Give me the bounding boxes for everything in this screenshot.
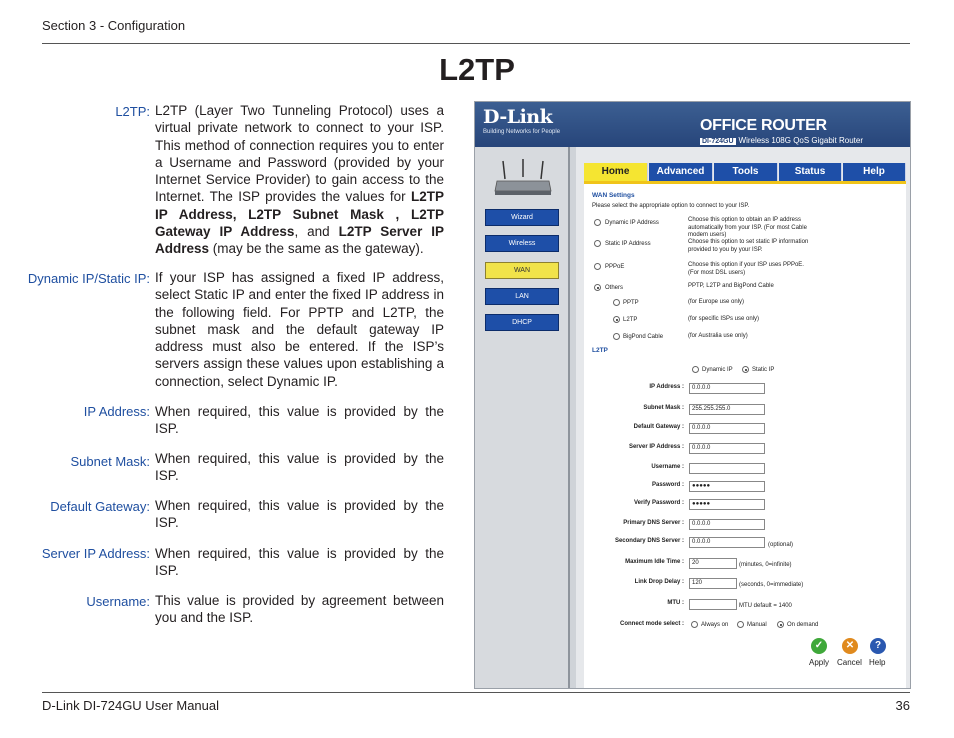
radio-dynamic-mode[interactable] [692,366,699,373]
password-label: Password : [651,482,684,488]
apply-icon[interactable]: ✓ [811,638,827,654]
mtu-label: MTU : [667,600,684,606]
radio-pppoe[interactable] [594,263,601,270]
max-idle-label: Maximum Idle Time : [625,559,684,565]
secondary-dns-note: (optional) [768,542,794,548]
router-main [576,147,911,689]
desc-subnet-mask: When required, this value is provided by the ISP. [155,451,444,484]
radio-others[interactable] [594,284,601,291]
dlink-logo: D-Link [483,106,553,128]
connect-manual-label: Manual [747,622,767,628]
section-header: Section 3 - Configuration [42,18,186,33]
desc-username: This value is provided by agreement between you and the ISP. [155,593,444,626]
option-pppoe-label: PPPoE [605,264,625,270]
nav-wan[interactable]: WAN [485,262,559,279]
footer-divider [42,692,910,693]
max-idle-input[interactable]: 20 [689,558,737,569]
radio-dynamic-ip[interactable] [594,219,601,226]
link-drop-label: Link Drop Delay : [634,579,684,585]
desc-dynamic-static-ip: If your ISP has assigned a fixed IP address, select Static IP and enter the fixed IP address in the following field. For PPTP and L2TP, the subnet mask and the default gateway IP address must also be entered. If the ISP’s servers assign these values upon establishing a connection, select Dynamic IP. [155,270,444,389]
nav-lan[interactable]: LAN [485,288,559,305]
link-drop-input[interactable]: 120 [689,578,737,589]
radio-l2tp[interactable] [613,316,620,323]
term-username: Username: [86,594,150,609]
verify-password-label: Verify Password : [633,500,684,506]
desc-ip-address: When required, this value is provided by the ISP. [155,404,444,437]
mode-static-label: Static IP [752,367,775,373]
radio-manual[interactable] [737,621,744,628]
default-gateway-label: Default Gateway : [633,424,684,430]
option-l2tp-label: L2TP [623,317,638,323]
server-ip-input[interactable]: 0.0.0.0 [689,443,765,454]
subnet-mask-label: Subnet Mask : [643,405,684,411]
secondary-dns-label: Secondary DNS Server : [614,538,684,544]
header-divider [42,43,910,44]
server-ip-label: Server IP Address : [628,444,684,450]
primary-dns-label: Primary DNS Server : [623,520,684,526]
page-title: L2TP [439,52,515,87]
radio-static-ip[interactable] [594,240,601,247]
connect-mode-label: Connect mode select : [619,621,684,627]
option-pptp-label: PPTP [623,300,639,306]
cancel-label: Cancel [837,658,862,667]
mtu-note: MTU default = 1400 [739,603,792,609]
wan-instruction: Please select the appropriate option to connect to your ISP. [592,203,750,209]
tab-status[interactable]: Status [779,163,842,181]
connect-on-demand-label: On demand [787,622,819,628]
apply-label: Apply [809,658,830,667]
mode-dynamic-label: Dynamic IP [702,367,733,373]
option-bigpond-label: BigPond Cable [623,334,664,340]
router-sidebar [475,147,570,689]
tab-home[interactable]: Home [584,163,648,181]
connect-always-on-label: Always on [701,622,729,628]
nav-wireless[interactable]: Wireless [485,235,559,252]
username-label: Username : [651,464,684,470]
default-gateway-input[interactable]: 0.0.0.0 [689,423,765,434]
model-description: Wireless 108G QoS Gigabit Router [738,136,864,145]
verify-password-input[interactable]: ●●●●● [689,499,765,510]
router-tabs [584,163,906,181]
cancel-icon[interactable]: ✕ [842,638,858,654]
page-number: 36 [895,698,910,713]
desc-l2tp: L2TP (Layer Two Tunneling Protocol) uses a virtual private network to connect to your ISP. This method of connection requires you to enter a Username and Password (provided by your Internet Service Provider) to gain access to the Internet. The ISP provides the values for L2TP IP Address, L2TP Subnet Mask , L2TP Gateway IP Address, and L2TP Server IP Address (may be the same as the gateway). [155,103,445,257]
desc-server-ip-address: When required, this value is provided by the ISP. [155,546,444,579]
option-others-label: Others [605,285,624,291]
tab-advanced[interactable]: Advanced [649,163,713,181]
radio-on-demand[interactable] [777,621,784,628]
secondary-dns-input[interactable]: 0.0.0.0 [689,537,765,548]
ip-address-input[interactable]: 0.0.0.0 [689,383,765,394]
option-bigpond-desc: (for Australia use only) [688,333,748,339]
option-l2tp-desc: (for specific ISPs use only) [688,316,760,322]
footer-manual-title: D-Link DI-724GU User Manual [42,698,220,713]
option-dynamic-ip-label: Dynamic IP Address [605,220,659,226]
term-dynamic-static-ip: Dynamic IP/Static IP: [27,271,150,286]
model-badge: DI-724GU [702,138,734,145]
help-label: Help [869,658,886,667]
help-icon[interactable]: ? [870,638,886,654]
radio-always-on[interactable] [691,621,698,628]
max-idle-note: (minutes, 0=infinite) [739,562,792,568]
term-l2tp: L2TP: [115,104,150,119]
option-static-ip-label: Static IP Address [605,241,651,247]
option-static-ip-desc: Choose this option to set static IP information provided to you by your ISP. [688,239,809,253]
term-ip-address: IP Address: [83,404,150,419]
router-screenshot [474,101,911,689]
term-subnet-mask: Subnet Mask: [70,454,150,469]
tab-tools[interactable]: Tools [714,163,778,181]
primary-dns-input[interactable]: 0.0.0.0 [689,519,765,530]
option-pppoe-desc: Choose this option if your ISP uses PPPoE. (For most DSL users) [688,262,804,276]
username-input[interactable] [689,463,765,474]
password-input[interactable]: ●●●●● [689,481,765,492]
option-dynamic-ip-desc: Choose this option to obtain an IP address automatically from your ISP. (For most Cable modem users) [688,217,807,238]
term-server-ip-address: Server IP Address: [41,546,150,561]
radio-static-mode[interactable] [742,366,749,373]
product-name: OFFICE ROUTER [700,117,827,134]
option-pptp-desc: (for Europe use only) [688,299,745,305]
wan-settings-heading: WAN Settings [592,192,635,199]
link-drop-note: (seconds, 0=immediate) [739,582,804,588]
tab-help[interactable]: Help [843,163,906,181]
mtu-input[interactable] [689,599,737,610]
radio-bigpond[interactable] [613,333,620,340]
router-banner [475,102,911,147]
option-others-desc: PPTP, L2TP and BigPond Cable [688,283,774,289]
nav-wizard[interactable]: Wizard [485,209,559,226]
l2tp-heading: L2TP [592,347,608,354]
ip-address-label: IP Address : [649,384,684,390]
wan-panel [584,181,906,689]
subnet-mask-input[interactable]: 255.255.255.0 [689,404,765,415]
dlink-tagline: Building Networks for People [483,129,561,135]
radio-pptp[interactable] [613,299,620,306]
model-row [700,136,863,145]
nav-dhcp[interactable]: DHCP [485,314,559,331]
desc-default-gateway: When required, this value is provided by the ISP. [155,498,444,531]
router-device-icon [493,157,553,199]
term-default-gateway: Default Gateway: [50,499,150,514]
